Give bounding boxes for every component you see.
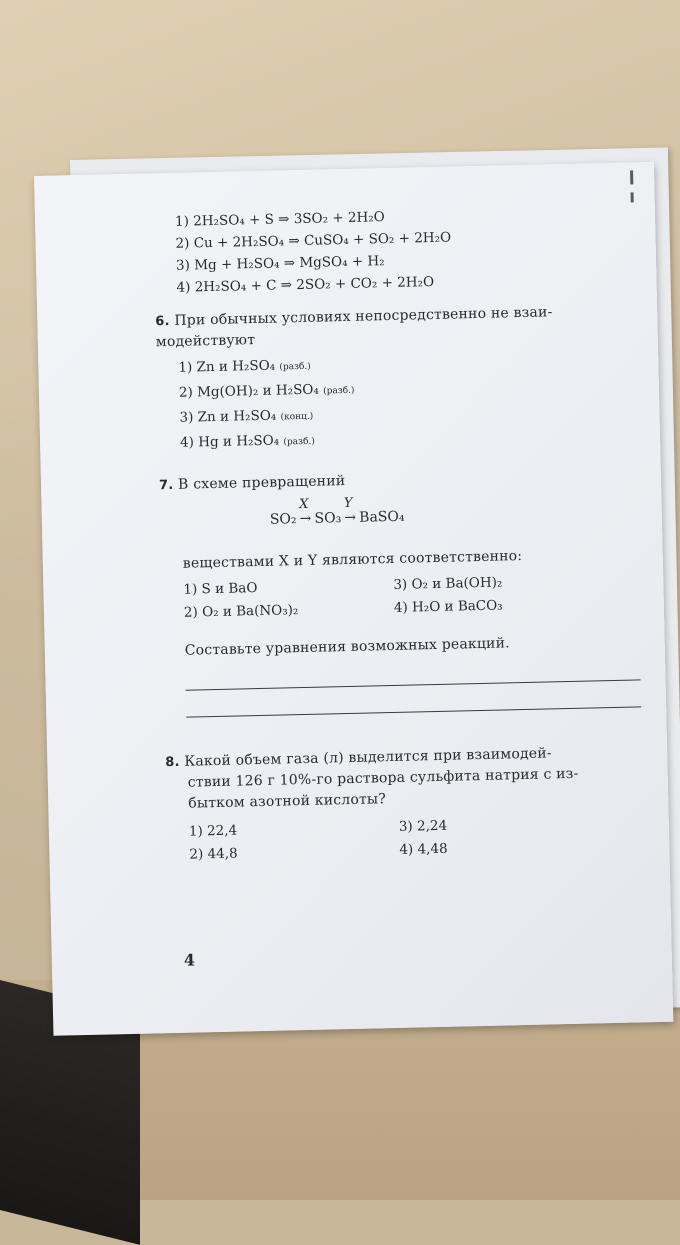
q7-question: веществами X и Y являются соответственно: bbox=[182, 548, 523, 572]
q6-options bbox=[178, 346, 640, 456]
q7-scheme: SO₂ X → SO₃ Y → BaSO₄ bbox=[269, 495, 405, 528]
answer-line[interactable] bbox=[185, 661, 640, 690]
q7-option: 4) H₂O и BaCO₃ bbox=[393, 597, 503, 616]
question-7 bbox=[159, 464, 646, 718]
q5-option: 3) Mg + H₂SO₄ ⇒ MgSO₄ + H₂ bbox=[175, 253, 385, 274]
q8-text-line: бытком азотной кислоты? bbox=[188, 791, 387, 812]
q7-option: 1) S и BaO bbox=[183, 580, 258, 598]
q5-options bbox=[175, 200, 637, 298]
q8-options bbox=[189, 810, 650, 868]
answer-line[interactable] bbox=[186, 688, 641, 717]
q7-option: 3) O₂ и Ba(OH)₂ bbox=[393, 574, 503, 593]
q7-options bbox=[183, 568, 644, 626]
worksheet-page bbox=[34, 162, 673, 1036]
q5-option: 4) 2H₂SO₄ + C ⇒ 2SO₂ + CO₂ + 2H₂O bbox=[176, 273, 435, 296]
q6-option: 3) Zn и H₂SO₄ (конц.) bbox=[179, 407, 314, 426]
q8-option: 4) 4,48 bbox=[399, 840, 448, 858]
question-8 bbox=[165, 741, 650, 869]
q6-option: 4) Hg и H₂SO₄ (разб.) bbox=[179, 432, 315, 451]
q6-number: 6. bbox=[155, 313, 170, 330]
q8-text-line: ствии 126 г 10%-го раствора сульфита натрия с из- bbox=[187, 765, 579, 791]
q6-option: 2) Mg(OH)₂ и H₂SO₄ (разб.) bbox=[178, 381, 355, 401]
arrow-y: Y → bbox=[343, 495, 357, 527]
q8-option: 3) 2,24 bbox=[398, 817, 448, 835]
q8-option: 1) 22,4 bbox=[188, 822, 238, 840]
arrow-x: X → bbox=[299, 496, 312, 528]
question-6 bbox=[155, 300, 640, 457]
page-content bbox=[155, 200, 650, 868]
q8-number: 8. bbox=[165, 754, 180, 771]
margin-mark bbox=[630, 170, 633, 184]
q5-option: 2) Cu + 2H₂SO₄ ⇒ CuSO₄ + SO₂ + 2H₂O bbox=[175, 229, 452, 252]
page-number: 4 bbox=[183, 950, 196, 970]
q7-number: 7. bbox=[158, 477, 174, 494]
q7-text: В схеме превращений bbox=[177, 473, 346, 493]
q7-option: 2) O₂ и Ba(NO₃)₂ bbox=[183, 602, 299, 621]
q6-text: При обычных условиях непосредственно не взаи-модействуют bbox=[155, 304, 553, 351]
q8-option: 2) 44,8 bbox=[189, 845, 238, 863]
q5-option: 1) 2H₂SO₄ + S ⇒ 3SO₂ + 2H₂O bbox=[174, 209, 385, 230]
q6-option: 1) Zn и H₂SO₄ (разб.) bbox=[178, 357, 311, 376]
q7-task: Составьте уравнения возможных реакций. bbox=[184, 635, 510, 659]
q8-text-line: Какой объем газа (л) выделится при взаимодей- bbox=[184, 745, 552, 770]
